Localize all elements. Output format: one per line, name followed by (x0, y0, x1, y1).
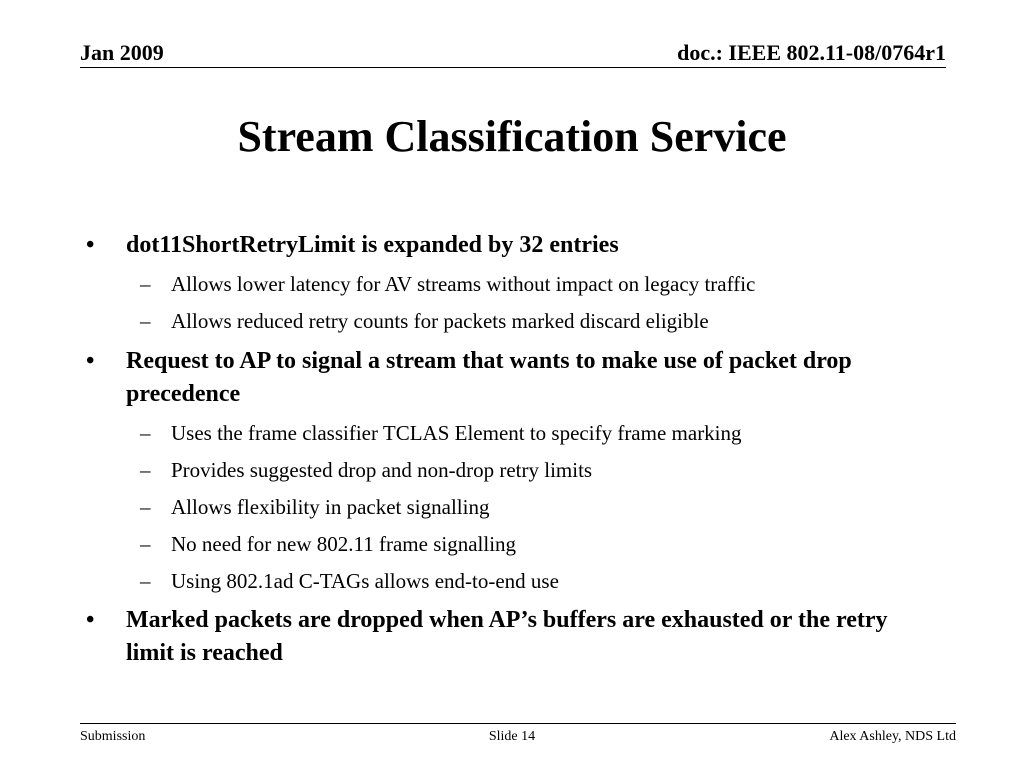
sub-bullet-marker: – (140, 569, 151, 593)
header-date: Jan 2009 (80, 40, 164, 65)
sub-bullet-marker: – (140, 532, 151, 556)
sub-bullet-text: Allows flexibility in packet signalling (171, 495, 490, 519)
sub-bullet-text: Using 802.1ad C-TAGs allows end-to-end use (171, 569, 559, 593)
sub-bullet-marker: – (140, 458, 151, 482)
bullet-marker: • (86, 607, 95, 633)
bullet-marker: • (86, 348, 95, 374)
sub-bullet-text: Provides suggested drop and non-drop retry limits (171, 458, 593, 482)
bullet-text: Request to AP to signal a stream that wants to make use of packet drop precedence (126, 348, 852, 407)
sub-bullet-marker: – (140, 495, 151, 519)
sub-bullet-text: Allows lower latency for AV streams without impact on legacy traffic (171, 272, 756, 296)
sub-bullet-text: Uses the frame classifier TCLAS Element to specify frame marking (171, 421, 742, 445)
sub-bullet-text: No need for new 802.11 frame signalling (171, 532, 517, 556)
bullet-text: dot11ShortRetryLimit is expanded by 32 entries (126, 232, 619, 258)
bullet-text: Marked packets are dropped when AP’s buffers are exhausted or the retry limit is reached (126, 607, 888, 666)
sub-bullet-text: Allows reduced retry counts for packets marked discard eligible (171, 309, 709, 333)
sub-bullet-marker: – (140, 272, 151, 296)
footer-author: Alex Ashley, NDS Ltd (829, 729, 956, 744)
footer-slide-number: Slide 14 (488, 729, 536, 744)
slide-title: Stream Classification Service (237, 112, 787, 161)
sub-bullet-marker: – (140, 421, 151, 445)
footer-rule (80, 723, 956, 724)
bullet-marker: • (86, 232, 95, 258)
sub-bullet-marker: – (140, 309, 151, 333)
header-doc-id: doc.: IEEE 802.11-08/0764r1 (677, 40, 946, 65)
footer-submission: Submission (80, 729, 146, 744)
